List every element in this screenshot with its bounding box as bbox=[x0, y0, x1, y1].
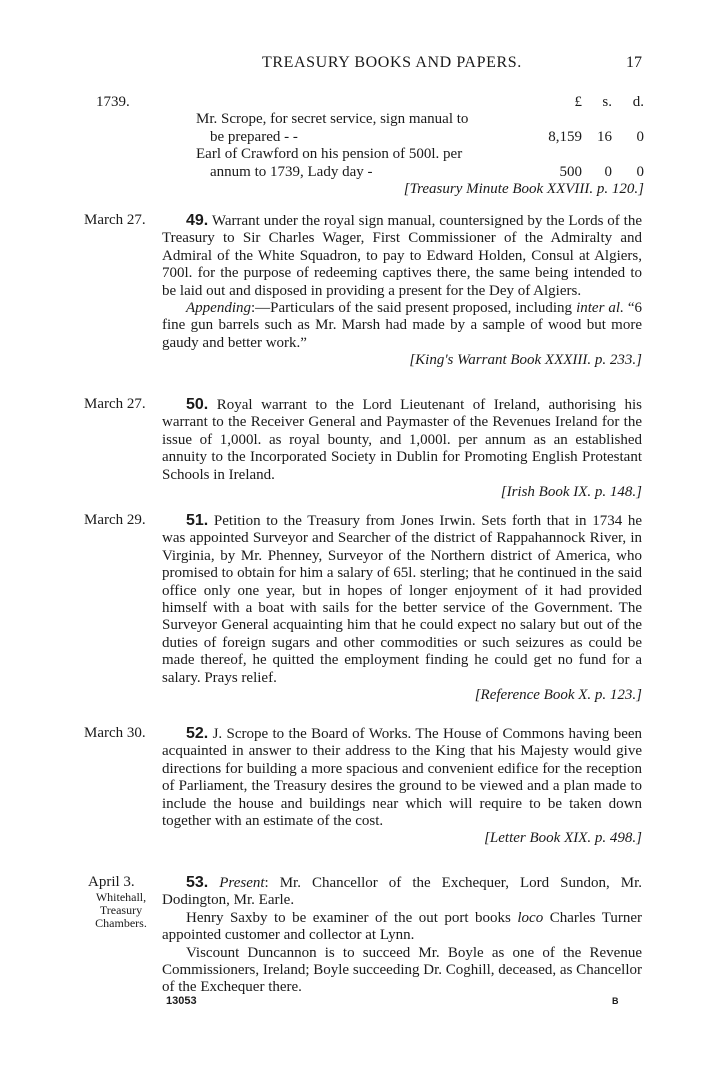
item-pounds: 8,159 bbox=[548, 128, 582, 145]
entry-51 bbox=[162, 512, 642, 704]
entry-text: Henry Saxby to be examiner of the out port books bbox=[186, 909, 511, 926]
appending-italic: inter al. bbox=[576, 300, 624, 317]
page-number: 17 bbox=[626, 54, 642, 71]
entry-50 bbox=[162, 396, 642, 501]
item-pence: 0 bbox=[636, 163, 644, 180]
entry-number: 51. bbox=[186, 512, 209, 529]
item-pounds: 500 bbox=[559, 163, 582, 180]
entry-date: March 29. bbox=[84, 512, 146, 528]
footer-mark: B bbox=[612, 996, 619, 1006]
appending-label: Appending bbox=[186, 300, 251, 317]
entry-53-margin bbox=[88, 874, 154, 930]
source-reference: [Irish Book IX. p. 148.] bbox=[500, 484, 642, 501]
item-shillings: 16 bbox=[597, 128, 612, 145]
entry-53 bbox=[162, 874, 642, 997]
running-header: TREASURY BOOKS AND PAPERS. bbox=[262, 54, 522, 71]
appending-text: :—Particulars of the said present proposed, including bbox=[251, 300, 573, 317]
entry-text: Royal warrant to the Lord Lieutenant of Ireland, authorising his warrant to the Receiver General and Paymaster of the Revenues Ireland for the issue of 1,000l. as royal bounty, and 1,000l. per annum as an established annuity to the Incorporated Society in Dublin for Promoting English Protestant Schools in Ireland. bbox=[162, 397, 643, 483]
place-line: Treasury bbox=[99, 903, 143, 918]
source-reference: [Letter Book XIX. p. 498.] bbox=[484, 830, 642, 847]
entry-text: J. Scrope to the Board of Works. The House of Commons having been acquainted in answer to their address to the King that his Majesty would give directions for building a more spacious and convenient edifice for the reception of Parliament, the Treasury desires the ground to be viewed and a plan made to include the house and buildings near which will require to be taken down together with an estimate of the cost. bbox=[162, 726, 643, 830]
entry-49 bbox=[162, 212, 642, 370]
accounts-table bbox=[196, 94, 644, 181]
item-line: Mr. Scrope, for secret service, sign manual to bbox=[196, 111, 469, 128]
item-line: be prepared - - bbox=[210, 128, 298, 145]
entry-text: Charles Turner appointed customer and collector at Lynn. bbox=[162, 909, 642, 944]
entry-number: 49. bbox=[186, 212, 209, 229]
place-line: Chambers. bbox=[95, 916, 147, 931]
entry-number: 53. bbox=[186, 874, 209, 891]
entry-number: 52. bbox=[186, 725, 209, 742]
entry-date: March 27. bbox=[84, 212, 146, 228]
year-margin: 1739. bbox=[96, 94, 130, 110]
item-pence: 0 bbox=[636, 128, 644, 145]
present-label: Present bbox=[219, 875, 265, 891]
place-line: Whitehall, bbox=[95, 890, 147, 905]
loco-italic: loco bbox=[517, 909, 544, 926]
footer-signature: 13053 bbox=[166, 995, 197, 1007]
entry-52 bbox=[162, 725, 642, 848]
item-line: Earl of Crawford on his pension of 500l. per bbox=[196, 146, 463, 163]
col-pence: d. bbox=[632, 94, 644, 110]
entry-text: Petition to the Treasury from Jones Irwin. Sets forth that in 1734 he was appointed Surveyor and Searcher of the district of Rappahannock River, in Virginia, by Mr. Phenney, Surveyor of the Northern district of America, who promised to obtain for him a salary of 65l. sterling; that he continued in the said office only one year, but in hopes of longer enjoyment of it had provided himself with a boat with sails for the better service of the Government. The Surveyor General acquainting him that he could expect no salary but out of the duties of foreign sugars and other commodities or such seizures as could be made thereof, he quitted the employment finding he could get no fund for a salary. Prays relief. bbox=[162, 513, 643, 686]
source-reference: [King's Warrant Book XXXIII. p. 233.] bbox=[409, 352, 642, 369]
present-text: : Mr. Chancellor of the Exchequer, Lord Sundon, Mr. Dodington, Mr. Earle. bbox=[162, 875, 642, 909]
col-pounds: £ bbox=[574, 94, 582, 110]
entry-text: Warrant under the royal sign manual, countersigned by the Lords of the Treasury to Sir Charles Wager, First Commissioner of the Admiralty and Admiral of the White Squadron, to pay to Edward Holden, Consul at Algiers, 700l. for the purpose of redeeming captives there, the same being intended to be laid out and disposed in providing a present for the Dey of Algiers. bbox=[162, 213, 643, 299]
source-reference: [Reference Book X. p. 123.] bbox=[474, 687, 642, 704]
accounts-block bbox=[196, 94, 644, 198]
entry-date: April 3. bbox=[88, 874, 135, 890]
source-reference: [Treasury Minute Book XXVIII. p. 120.] bbox=[403, 181, 644, 198]
col-shillings: s. bbox=[602, 94, 612, 110]
entry-number: 50. bbox=[186, 396, 209, 413]
entry-date: March 27. bbox=[84, 396, 146, 412]
item-line: annum to 1739, Lady day - bbox=[210, 163, 373, 180]
entry-date: March 30. bbox=[84, 725, 146, 741]
entry-text: Viscount Duncannon is to succeed Mr. Boyle as one of the Revenue Commissioners, Ireland; Boyle succeeding Dr. Coghill, deceased, as Chancellor of the Exchequer there. bbox=[162, 944, 642, 996]
appending-rest: “6 fine gun barrels such as Mr. Marsh had made by a sample of wood but more gaudy and better work.” bbox=[162, 300, 643, 351]
item-shillings: 0 bbox=[604, 163, 612, 180]
